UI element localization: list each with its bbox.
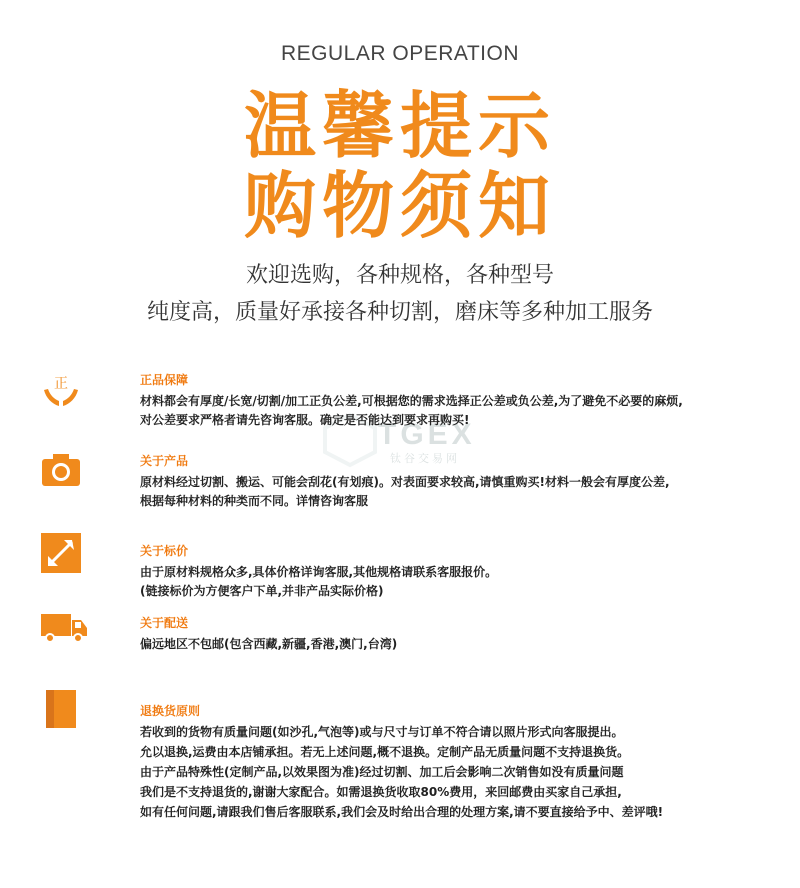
section-text-line: 若收到的货物有质量问题(如沙孔,气泡等)或与尺寸与订单不符合请以照片形式向客服提出。: [140, 725, 624, 739]
title-line-2: 购物须知: [243, 164, 556, 248]
hands-zheng-icon: [40, 368, 82, 410]
section-text-line: 材料都会有厚度/长宽/切割/加工正负公差,可根据您的需求选择正公差或负公差,为了避免不必要的麻烦,: [140, 394, 683, 408]
resize-arrow-icon: [40, 532, 82, 574]
section-title: 关于配送: [140, 616, 189, 630]
section-text-line: 原材料经过切割、搬运、可能会刮花(有划痕)。对表面要求较高,请慎重购买!材料一般会有厚度公差,: [140, 475, 670, 489]
section-text-line: (链接标价为方便客户下单,并非产品实际价格): [140, 584, 384, 598]
section-text-line: 由于原材料规格众多,具体价格详询客服,其他规格请联系客服报价。: [140, 565, 498, 579]
subtitle-line-1: 欢迎选购，各种规格，各种型号: [245, 263, 554, 288]
section-text-line: 允以退换,运费由本店铺承担。若无上述问题,概不退换。定制产品无质量问题不支持退换货。: [140, 745, 630, 759]
section-text-line: 由于产品特殊性(定制产品,以效果图为准)经过切割、加工后会影响二次销售如没有质量问题: [140, 765, 624, 779]
camera-icon: [40, 450, 82, 492]
section-text-line: 对公差要求严格者请先咨询客服。确定是否能达到要求再购买!: [140, 413, 470, 427]
watermark-subtext: 钛谷交易网: [390, 452, 460, 465]
subtitle-line-2: 纯度高，质量好承接各种切割，磨床等多种加工服务: [146, 300, 653, 325]
section-title: 关于产品: [140, 454, 189, 468]
section-text-line: 我们是不支持退货的,谢谢大家配合。如需退换货收取80%费用，来回邮费由买家自己承担,: [140, 785, 622, 799]
svg-text:正: 正: [54, 376, 68, 392]
truck-icon: [40, 606, 88, 648]
box-icon: [40, 688, 82, 730]
watermark-text: TGEX: [378, 418, 476, 451]
top-label: REGULAR OPERATION: [281, 42, 519, 65]
section-text-line: 如有任何问题,请跟我们售后客服联系,我们会及时给出合理的处理方案,请不要直接给予中、差评哦!: [140, 805, 664, 819]
section-text-line: 根据每种材料的种类而不同。详情咨询客服: [140, 494, 369, 508]
section-title: 关于标价: [140, 544, 189, 558]
title-line-1: 温馨提示: [243, 84, 556, 168]
section-title: 正品保障: [140, 373, 189, 387]
section-text-line: 偏远地区不包邮(包含西藏,新疆,香港,澳门,台湾): [140, 637, 398, 651]
section-title: 退换货原则: [140, 704, 201, 718]
